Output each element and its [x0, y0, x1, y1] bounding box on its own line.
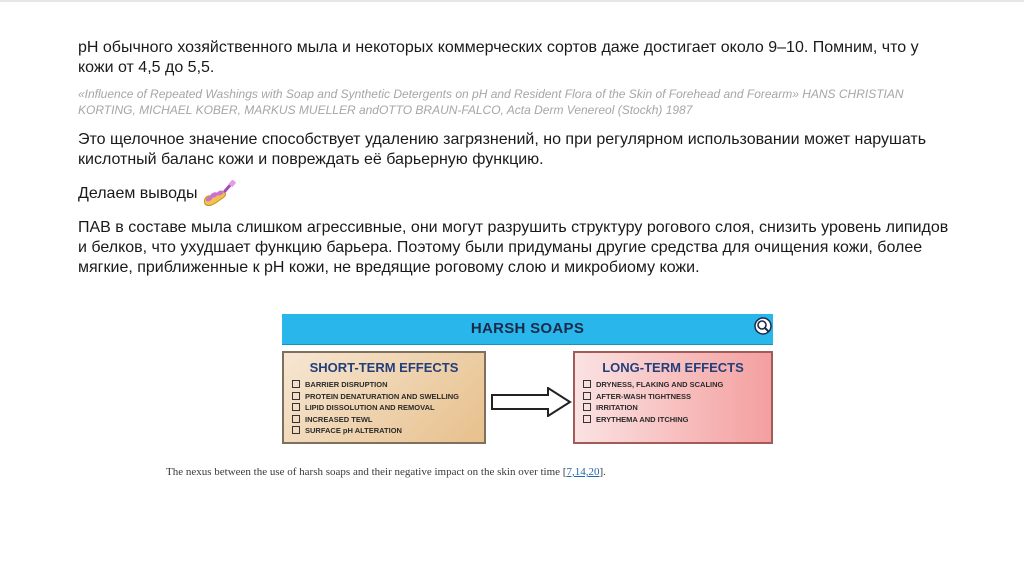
arrow-right-icon: [490, 387, 572, 417]
list-item: ERYTHEMA AND ITCHING: [583, 414, 771, 426]
short-term-panel: [282, 351, 486, 444]
figure-header-title: HARSH SOAPS: [470, 320, 585, 337]
conclusions-label: Делаем выводы: [78, 185, 198, 202]
checkbox-icon: [292, 426, 300, 434]
list-item: AFTER-WASH TIGHTNESS: [583, 391, 771, 403]
short-term-list: [284, 379, 484, 437]
checkbox-icon: [292, 415, 300, 423]
checkbox-icon: [292, 392, 300, 400]
short-term-title: SHORT-TERM EFFECTS: [309, 360, 459, 375]
list-item: DRYNESS, FLAKING AND SCALING: [583, 379, 771, 391]
nail-polish-icon: [199, 180, 239, 208]
long-term-list: [575, 379, 771, 425]
checkbox-icon: [292, 380, 300, 388]
checkbox-icon: [583, 403, 591, 411]
figure-caption: The nexus between the use of harsh soaps and their negative impact on the skin over time [7,14,20].: [166, 466, 606, 478]
paragraph-surfactants: ПАВ в составе мыла слишком агрессивные, они могут разрушить структуру рогового слоя, снизить уровень липидов и белков, что ухудшает функцию барьера. Поэтому были придуманы другие средства для очищения кожи, более мягкие, приближенные к pH кожи, не вредящие роговому слою и микробиому кожи.: [78, 219, 949, 276]
figure-header: [282, 314, 773, 345]
checkbox-icon: [583, 392, 591, 400]
long-term-title: LONG-TERM EFFECTS: [602, 360, 744, 375]
zoom-icon[interactable]: [753, 316, 773, 336]
list-item: BARRIER DISRUPTION: [292, 379, 484, 391]
top-divider: [0, 0, 1024, 2]
list-item: IRRITATION: [583, 402, 771, 414]
list-item: LIPID DISSOLUTION AND REMOVAL: [292, 402, 484, 414]
checkbox-icon: [583, 415, 591, 423]
harsh-soaps-figure: [282, 314, 776, 448]
citation: «Influence of Repeated Washings with Soap and Synthetic Detergents on pH and Resident Flora of the Skin of Forehead and Forearm» HANS CHRISTIAN KORTING, MICHAEL KOBER, MARKUS MUELLER andOTTO BRAUN-FALCO, Acta Derm Venereol (Stockh) 1987: [78, 87, 904, 117]
checkbox-icon: [583, 380, 591, 388]
slide-text: [78, 38, 958, 286]
list-item: PROTEIN DENATURATION AND SWELLING: [292, 391, 484, 403]
paragraph-conclusions-heading: [78, 180, 958, 208]
list-item: INCREASED TEWL: [292, 414, 484, 426]
reference-link[interactable]: 7,14,20: [566, 466, 600, 478]
checkbox-icon: [292, 403, 300, 411]
long-term-panel: [573, 351, 773, 444]
paragraph-ph: pH обычного хозяйственного мыла и некоторых коммерческих сортов даже достигает около 9–10. Помним, что у кожи от 4,5 до 5,5.: [78, 39, 919, 76]
paragraph-alkaline: Это щелочное значение способствует удалению загрязнений, но при регулярном использовании может нарушать кислотный баланс кожи и повреждать её барьерную функцию.: [78, 131, 927, 168]
list-item: SURFACE pH ALTERATION: [292, 425, 484, 437]
